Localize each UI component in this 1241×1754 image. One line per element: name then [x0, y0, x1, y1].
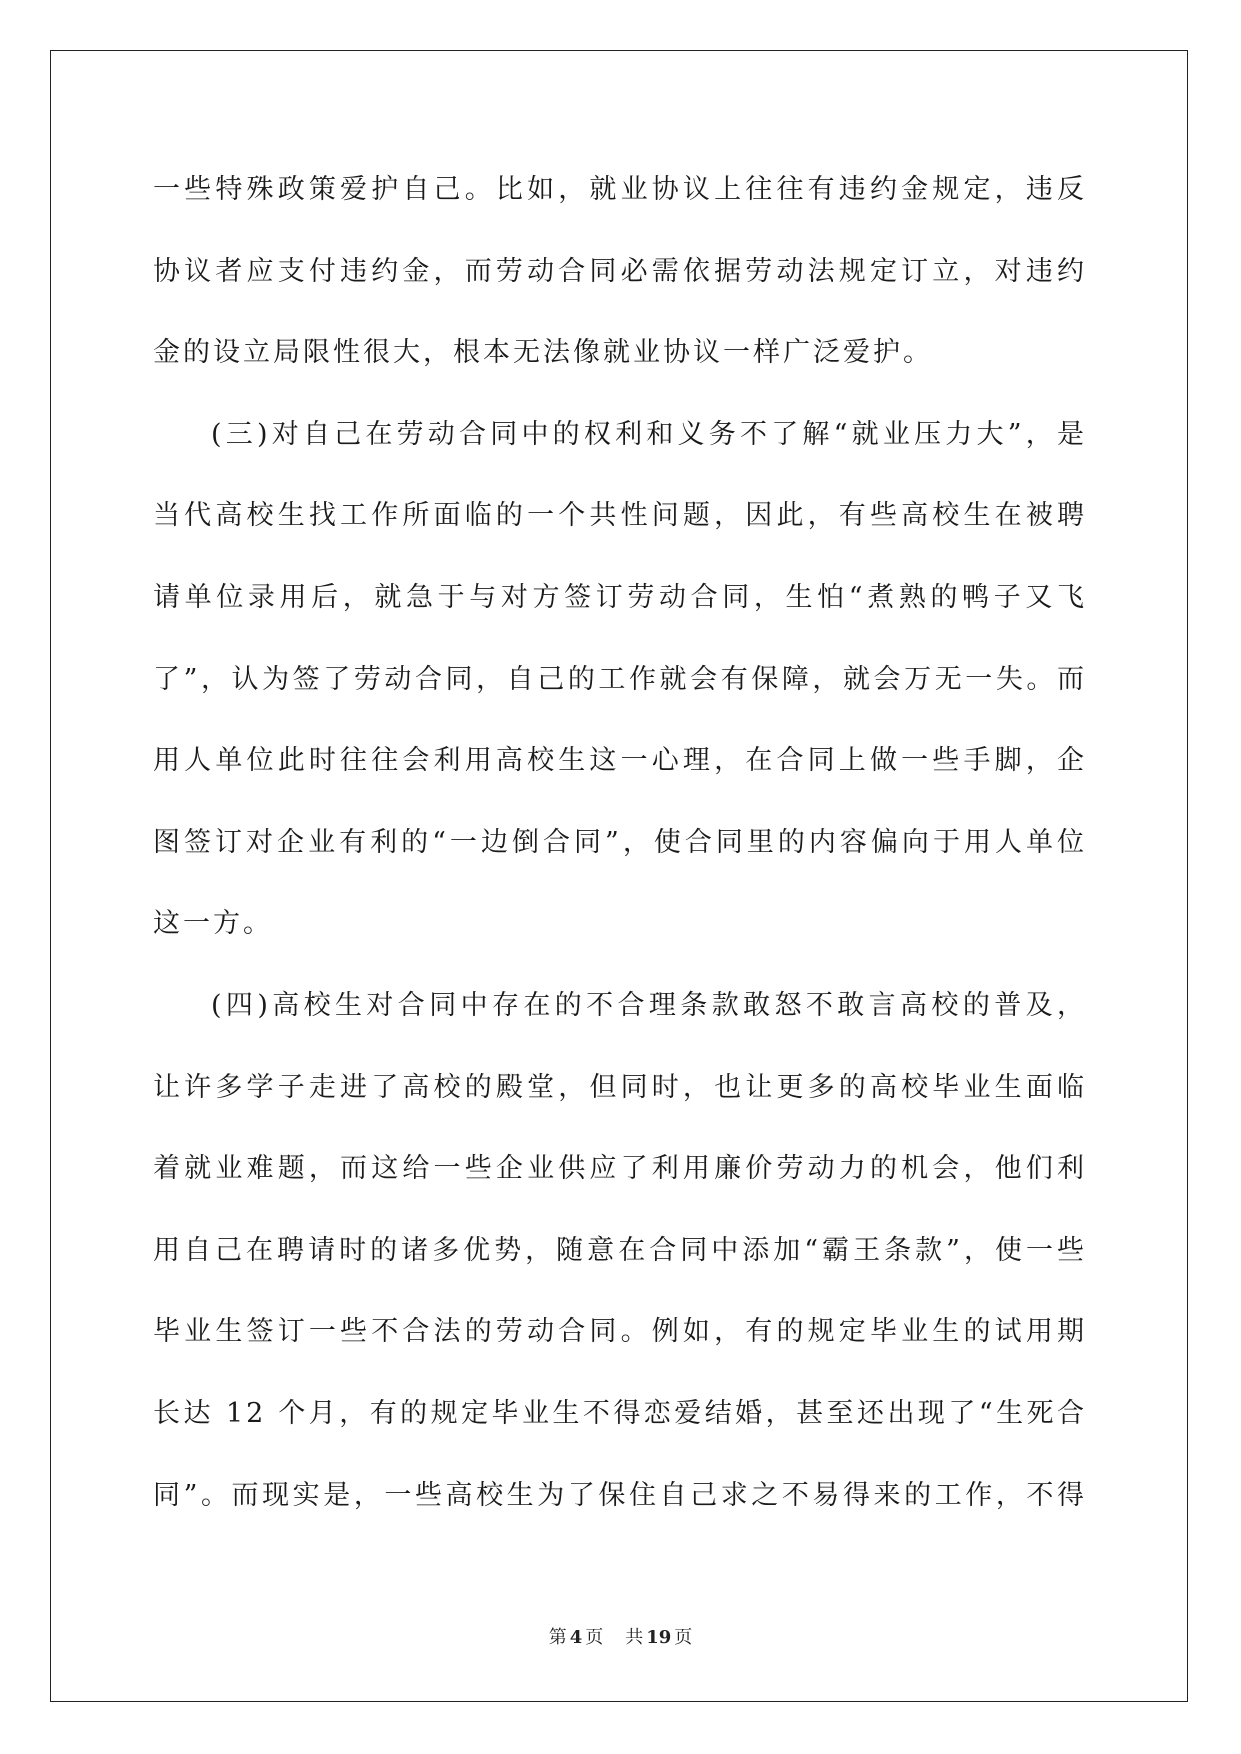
document-body — [153, 149, 1087, 1536]
text-line: 金的设立局限性很大，根本无法像就业协议一样广泛爱护。 — [153, 337, 933, 369]
page-number-prefix: 第 — [548, 1627, 567, 1648]
section-heading-line: (三)对自己在劳动合同中的权利和义务不了解“就业压力大”，是 — [211, 418, 1087, 450]
current-page-number: 4 — [569, 1627, 583, 1648]
text-line: 毕业生签订一些不合法的劳动合同。例如，有的规定毕业生的试用期 — [153, 1316, 1087, 1348]
text-line: 协议者应支付违约金，而劳动合同必需依据劳动法规定订立，对违约 — [153, 255, 1087, 287]
total-pages-prefix: 共 — [625, 1627, 644, 1648]
text-line: 这一方。 — [153, 908, 273, 940]
text-line: 用自己在聘请时的诸多优势，随意在合同中添加“霸王条款”，使一些 — [153, 1234, 1087, 1266]
text-line: 用人单位此时往往会利用高校生这一心理，在合同上做一些手脚，企 — [153, 745, 1087, 777]
text-line: 同”。而现实是，一些高校生为了保住自己求之不易得来的工作，不得 — [153, 1479, 1087, 1511]
text-line: 图签订对企业有利的“一边倒合同”，使合同里的内容偏向于用人单位 — [153, 826, 1087, 858]
text-line: 当代高校生找工作所面临的一个共性问题，因此，有些高校生在被聘 — [153, 500, 1087, 532]
section-heading-line: (四)高校生对合同中存在的不合理条款敢怒不敢言高校的普及， — [211, 989, 1087, 1021]
text-line: 长达 12 个月，有的规定毕业生不得恋爱结婚，甚至还出现了“生死合 — [153, 1397, 1087, 1429]
page-number-suffix: 页 — [585, 1627, 604, 1648]
text-line: 着就业难题，而这给一些企业供应了利用廉价劳动力的机会，他们利 — [153, 1153, 1087, 1185]
total-pages-suffix: 页 — [674, 1627, 693, 1648]
total-pages-number: 19 — [646, 1627, 672, 1648]
text-line: 了”，认为签了劳动合同，自己的工作就会有保障，就会万无一失。而 — [153, 663, 1087, 695]
text-line: 让许多学子走进了高校的殿堂，但同时，也让更多的高校毕业生面临 — [153, 1071, 1087, 1103]
page-footer — [0, 1624, 1241, 1652]
text-line: 一些特殊政策爱护自己。比如，就业协议上往往有违约金规定，违反 — [153, 174, 1087, 205]
text-line: 请单位录用后，就急于与对方签订劳动合同，生怕“煮熟的鸭子又飞 — [153, 581, 1087, 613]
